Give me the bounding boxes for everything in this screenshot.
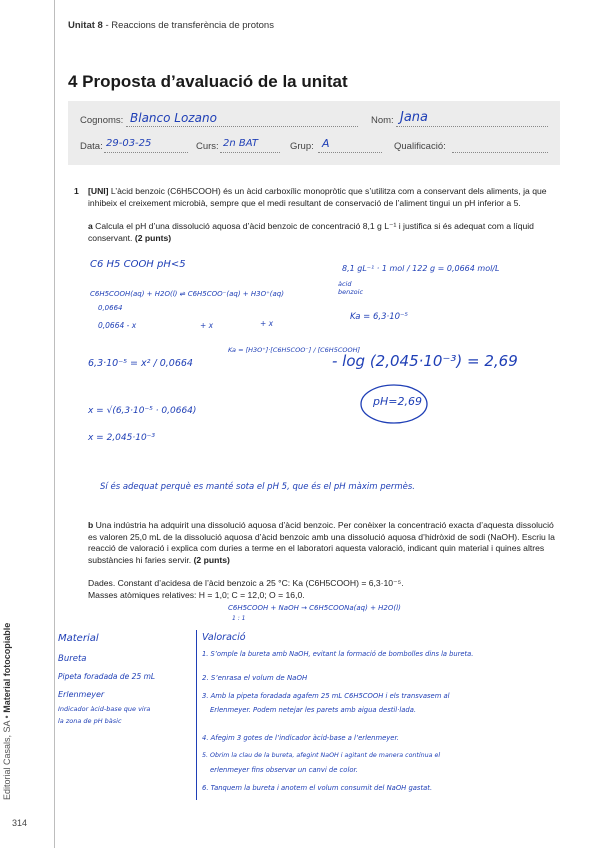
grup-line (318, 152, 382, 153)
unit-subtitle: Reaccions de transferència de protons (111, 20, 274, 31)
curs-label: Curs: (196, 141, 219, 152)
grup-label: Grup: (290, 141, 314, 152)
part-b (88, 520, 560, 566)
hw-step: 5. Obrim la clau de la bureta, afegint NaOH i agitant de manera contínua el (202, 752, 441, 759)
qualificacio-label: Qualificació: (394, 141, 446, 152)
part-a-points: (2 punts) (134, 232, 172, 243)
hw-step: Erlenmeyer. Podem netejar les parets amb aigua destil·lada. (210, 706, 417, 714)
hw-conversion: 8,1 gL⁻¹ · 1 mol / 122 g = 0,0664 mol/L (342, 264, 500, 273)
hw-eq-x2: + x (260, 319, 274, 328)
question-tag: [UNI] (88, 186, 109, 196)
curs-value: 2n BAT (223, 138, 258, 149)
hw-valoracio-title: Valoració (202, 632, 246, 643)
question-number: 1 (74, 186, 79, 196)
side-bullet: • (2, 712, 12, 721)
hw-log-result: - log (2,045·10⁻³) = 2,69 (332, 352, 518, 370)
hw-formula: C6 H5 COOH pH<5 (90, 259, 186, 270)
unit-header (68, 20, 274, 31)
part-a-label: a (88, 221, 93, 231)
hw-step: 2. S’enrasa el volum de NaOH (202, 674, 308, 682)
grup-value: A (322, 137, 330, 150)
part-a-text: Calcula el pH d’una dissolució aquosa d’àcid benzoic de concentració 8,1 g L⁻¹ i justifica si és adequat com a líquid conservant. (88, 221, 534, 243)
part-b-text: Una indústria ha adquirit una dissolució aquosa d’àcid benzoic. Per conèixer la concentració exacta d’aquesta dissolució es valoren 25,0 mL de la dissolució aquosa d’àcid benzoic amb una dissolució aquosa d’hidròxid de sodi (NaOH). Escriu la reacció de valoració i explica com duries a terme en el laboratori aquesta valoració, indicant quin material i quines altres substàncies hi faries servir. (88, 520, 555, 565)
cognoms-value: Blanco Lozano (130, 111, 217, 125)
nom-line (396, 126, 548, 127)
hw-equilibrium: C6H5COOH(aq) + H2O(l) ⇌ C6H5COO⁻(aq) + H3O⁺(aq) (90, 290, 284, 298)
side-note: Material fotocopiable (2, 622, 12, 713)
page-margin-line (54, 0, 55, 848)
side-publisher: Editorial Casals, SA (2, 720, 12, 800)
masses: Masses atòmiques relatives: H = 1,0; C = 12,0; O = 16,0. (88, 590, 305, 600)
hw-material-item: Pipeta foradada de 25 mL (58, 672, 156, 681)
hw-divider (196, 630, 197, 800)
question-intro-text: L’àcid benzoic (C6H5COOH) és un àcid carboxílic monopròtic que s’utilitza com a conservant dels aliments, ja que inhibeix el creixement microbià, sempre que el medi resultant de conservació de l’aliment tingui un pH inferior a 5. (88, 186, 547, 208)
question-intro (88, 186, 560, 209)
data-value: 29-03-25 (106, 138, 152, 149)
part-b-label: b (88, 520, 94, 530)
hw-eq-x1: + x (200, 321, 214, 330)
hw-material-item: Erlenmeyer (58, 690, 105, 699)
header-separator: - (102, 20, 112, 31)
nom-value: Jana (400, 110, 429, 125)
hw-x-value: x = 2,045·10⁻³ (88, 433, 156, 443)
page-title: 4 Proposta d’avaluació de la unitat (68, 72, 348, 91)
hw-ka-equation: 6,3·10⁻⁵ = x² / 0,0664 (88, 358, 193, 369)
hw-step: erlenmeyer fins observar un canvi de color. (210, 766, 358, 774)
hw-step: 3. Amb la pipeta foradada agafem 25 mL C6H5COOH i els transvasem al (202, 692, 450, 700)
hw-material-item: Bureta (58, 654, 87, 664)
hw-conclusion: Sí és adequat perquè es manté sota el pH 5, que és el pH màxim permès. (100, 482, 415, 492)
part-b-points: (2 punts) (193, 554, 230, 565)
nom-label: Nom: (371, 115, 394, 126)
hw-ratio: 1 : 1 (232, 615, 246, 622)
hw-ph-result: pH=2,69 (373, 395, 422, 408)
hw-step: 1. S’omple la bureta amb NaOH, evitant la formació de bombolles dins la bureta. (202, 650, 474, 658)
part-a (88, 221, 560, 244)
hw-step: 6. Tanquem la bureta i anotem el volum consumit del NaOH gastat. (202, 784, 433, 792)
hw-reaction: C6H5COOH + NaOH → C6H5COONa(aq) + H2O(l) (228, 604, 401, 612)
dades: Dades. Constant d’acidesa de l’àcid benzoic a 25 °C: Ka (C6H5COOH) = 6,3·10⁻⁵. (88, 578, 404, 588)
hw-material-item: la zona de pH bàsic (58, 717, 122, 725)
hw-eq-conc: 0,0664 - x (98, 321, 137, 330)
data-line (104, 152, 188, 153)
unit-number: Unitat 8 (68, 20, 103, 31)
data-label: Data: (80, 141, 103, 152)
qualificacio-line (452, 152, 548, 153)
curs-line (220, 152, 280, 153)
cognoms-label: Cognoms: (80, 115, 124, 126)
hw-step: 4. Afegim 3 gotes de l’indicador àcid-base a l’erlenmeyer. (202, 734, 399, 742)
hw-initial-conc: 0,0664 (98, 304, 123, 312)
hw-ka-value: Ka = 6,3·10⁻⁵ (350, 312, 408, 322)
student-info-box (68, 101, 560, 165)
cognoms-line (126, 126, 358, 127)
hw-ka-expression: Ka = [H3O⁺]·[C6H5COO⁻] / [C6H5COOH] (228, 346, 361, 354)
hw-conversion-sub: àcid benzoic (338, 280, 364, 296)
side-copyright (2, 623, 12, 800)
hw-material-title: Material (58, 633, 99, 644)
page-number: 314 (12, 818, 28, 828)
hw-material-item: Indicador àcid-base que vira (58, 705, 151, 713)
hw-sqrt: x = √(6,3·10⁻⁵ · 0,0664) (88, 406, 197, 416)
